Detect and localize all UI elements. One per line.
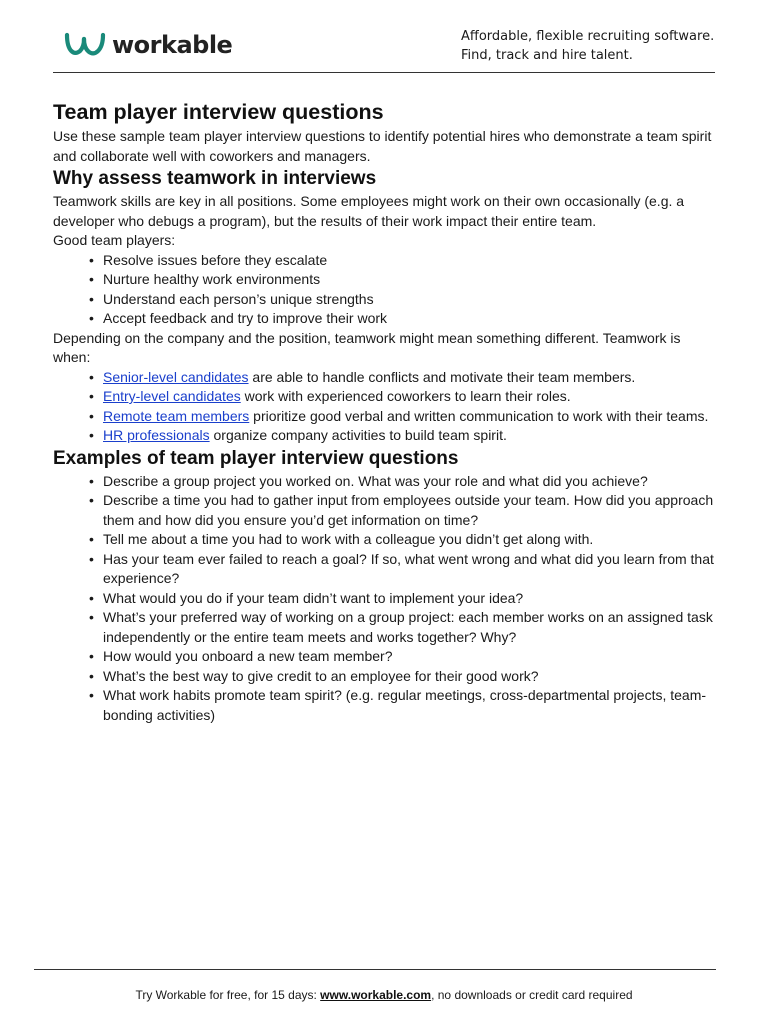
document-body [53,97,718,725]
list-item: • Describe a time you had to gather input from employees outside your team. How did you approach them and how did you ensure you’d get information on time? [89,492,714,528]
logo-text: workable [112,31,233,59]
intro-paragraph: Use these sample team player interview questions to identify potential hires who demonstrate a team spirit and collaborate well with coworkers and managers. [53,128,712,164]
questions-list [53,472,718,726]
page-header [0,0,768,74]
footer-suffix: , no downloads or credit card required [431,988,633,1002]
header-tagline [461,27,714,65]
list-item: • What’s the best way to give credit to an employee for their good work? [89,667,539,684]
footer-prefix: Try Workable for free, for 15 days: [135,988,321,1002]
footer-divider [34,969,716,970]
list-item: • Entry-level candidates work with experienced coworkers to learn their roles. [89,388,571,404]
list-item: • What’s your preferred way of working on a group project: each member works on an assigned task independently or the entire team meets and works together? Why? [89,609,713,645]
list-item: • Senior-level candidates are able to handle conflicts and motivate their team members. [89,368,636,385]
senior-level-link[interactable]: Senior-level candidates [103,368,249,385]
why-paragraph-1: Teamwork skills are key in all positions. Some employees might work on their own occasionally (e.g. a developer who debugs a program), but the results of their work impact their entire team. [53,193,685,229]
teamwork-list [53,368,718,446]
list-item: • Accept feedback and try to improve their work [89,310,388,326]
header-divider [53,72,715,73]
remote-team-link[interactable]: Remote team members [103,407,250,424]
good-players-list [53,251,718,329]
tagline-line-2: Find, track and hire talent. [461,48,633,63]
workable-logo[interactable] [64,30,232,60]
list-item: • Tell me about a time you had to work with a colleague you didn’t get along with. [89,531,594,547]
workable-website-link[interactable]: www.workable.com [320,988,432,1002]
list-item: • Resolve issues before they escalate [89,251,328,268]
why-paragraph-2: Good team players: [53,232,176,248]
why-section-heading: Why assess teamwork in interviews [53,168,377,189]
list-item: • What would you do if your team didn’t want to implement your idea? [89,589,524,606]
tagline-line-1: Affordable, flexible recruiting software. [461,29,715,44]
list-item: • Understand each person’s unique strengths [89,290,374,307]
hr-professionals-link[interactable]: HR professionals [103,427,210,443]
list-item: • Nurture healthy work environments [89,271,321,287]
why-paragraph-3: Depending on the company and the position, teamwork might mean something different. Teamwork is when: [53,329,681,365]
list-item: • Remote team members prioritize good verbal and written communication to work with their teams. [89,407,709,424]
list-item: • Describe a group project you worked on. What was your role and what did you achieve? [89,472,648,489]
page-title: Team player interview questions [53,100,384,124]
workable-logo-icon [64,31,108,59]
page-footer [0,987,768,1003]
list-item: • Has your team ever failed to reach a goal? If so, what went wrong and what did you learn from that experience? [89,550,714,586]
list-item: • What work habits promote team spirit? (e.g. regular meetings, cross-departmental projects, team-bonding activities) [89,687,707,723]
list-item: • How would you onboard a new team member? [89,648,393,664]
examples-section-heading: Examples of team player interview questions [53,447,459,469]
list-item: • HR professionals organize company activities to build team spirit. [89,427,507,443]
entry-level-link[interactable]: Entry-level candidates [103,388,241,404]
